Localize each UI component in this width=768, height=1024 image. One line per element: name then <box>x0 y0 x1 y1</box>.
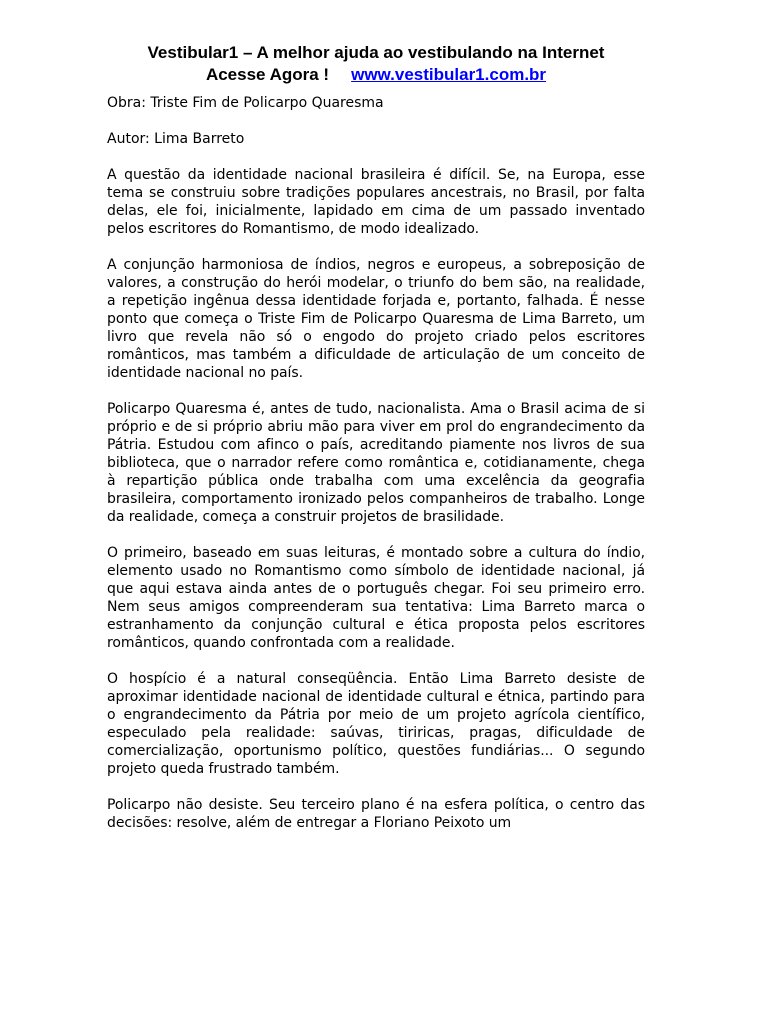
paragraph-6: Policarpo não desiste. Seu terceiro plano é na esfera política, o centro das decisões: resolve, além de entregar a Floriano Peixoto um <box>107 797 645 831</box>
header-cta-line <box>107 64 645 86</box>
site-link[interactable]: www.vestibular1.com.br <box>351 65 547 84</box>
header-cta: Acesse Agora ! <box>205 65 330 84</box>
paragraph-3: Policarpo Quaresma é, antes de tudo, nacionalista. Ama o Brasil acima de si próprio e de si próprio abriu mão para viver em prol do engrandecimento da Pátria. Estudou com afinco o país, acreditando piamente nos livros de sua biblioteca, que o narrador refere como romântica e, cotidianamente, chega à repartição pública onde trabalha com uma excelência da geografia brasileira, comportamento ironizado pelos companheiros de trabalho. Longe da realidade, começa a construir projetos de brasilidade. <box>107 401 645 525</box>
author-line: Autor: Lima Barreto <box>107 131 245 147</box>
paragraph-1: A questão da identidade nacional brasileira é difícil. Se, na Europa, esse tema se construiu sobre tradições populares ancestrais, no Brasil, por falta delas, ele foi, inicialmente, lapidado em cima de um passado inventado pelos escritores do Romantismo, de modo idealizado. <box>107 167 645 237</box>
site-header <box>107 42 645 86</box>
work-title: Obra: Triste Fim de Policarpo Quaresma <box>107 95 384 111</box>
paragraph-4: O primeiro, baseado em suas leituras, é montado sobre a cultura do índio, elemento usado no Romantismo como símbolo de identidade nacional, já que aqui estava ainda antes de o português chegar. Foi seu primeiro erro. Nem seus amigos compreenderam sua tentativa: Lima Barreto marca o estranhamento da conjunção cultural e ética proposta pelos escritores românticos, quando confrontada com a realidade. <box>107 545 645 651</box>
paragraph-2: A conjunção harmoniosa de índios, negros e europeus, a sobreposição de valores, a construção do herói modelar, o triunfo do bem são, na realidade, a repetição ingênua dessa identidade forjada e, portanto, falhada. É nesse ponto que começa o Triste Fim de Policarpo Quaresma de Lima Barreto, um livro que revela não só o engodo do projeto criado pelos escritores românticos, mas também a dificuldade de articulação de um conceito de identidade nacional no país. <box>107 257 645 381</box>
paragraph-5: O hospício é a natural conseqüência. Então Lima Barreto desiste de aproximar identidade nacional de identidade cultural e étnica, partindo para o engrandecimento da Pátria por meio de um projeto agrícola científico, especulado pela realidade: saúvas, tiriricas, pragas, dificuldade de comercialização, oportunismo político, questões fundiárias... O segundo projeto queda frustrado também. <box>107 671 645 777</box>
document-body <box>107 94 645 850</box>
header-title: Vestibular1 – A melhor ajuda ao vestibulando na Internet <box>147 43 605 62</box>
